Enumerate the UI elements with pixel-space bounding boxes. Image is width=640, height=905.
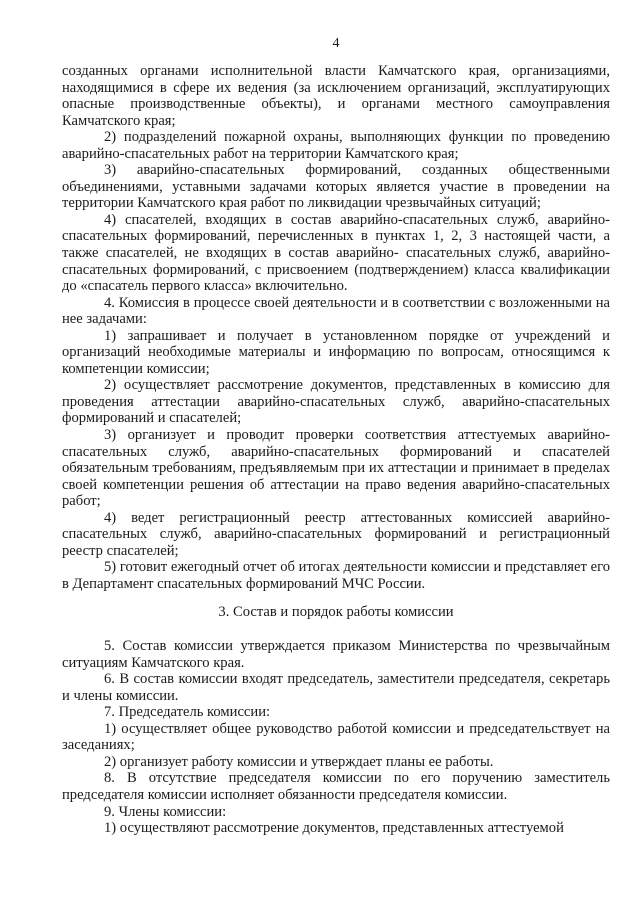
paragraph-clause-6-members: 6. В состав комиссии входят председатель, заместители председателя, секретарь и члены комиссии. bbox=[62, 671, 610, 704]
paragraph-duty-4-registry: 4) ведет регистрационный реестр аттестованных комиссией аварийно-спасательных служб, аварийно-спасательных формирований и регистрационный реестр спасателей; bbox=[62, 509, 610, 559]
paragraph-duty-3-inspections: 3) организует и проводит проверки соответствия аттестуемых аварийно-спасательных служб, аварийно-спасательных формирований и спасателей обязательным требованиям, предъявляемым при их аттестации и принимает в пределах своей компетенции решения об аттестации на право ведения аварийно-спасательных работ; bbox=[62, 427, 610, 510]
paragraph-item-2-fire-units: 2) подразделений пожарной охраны, выполняющих функции по проведению аварийно-спасательных работ на территории Камчатского края; bbox=[62, 129, 610, 162]
section-heading: 3. Состав и порядок работы комиссии bbox=[218, 603, 454, 620]
page-number: 4 bbox=[332, 36, 340, 51]
document-page bbox=[62, 36, 610, 837]
paragraph-clause-7-chairman: 7. Председатель комиссии: bbox=[104, 704, 271, 721]
paragraph-duty-2-review: 2) осуществляет рассмотрение документов, представленных в комиссию для проведения аттестации аварийно-спасательных служб, аварийно-спасательных формирований и спасателей; bbox=[62, 377, 610, 427]
paragraph-chairman-duty-1: 1) осуществляет общее руководство работой комиссии и председательствует на заседаниях; bbox=[62, 720, 610, 754]
paragraph-members-duty-1: 1) осуществляют рассмотрение документов, представленных аттестуемой bbox=[104, 820, 564, 837]
paragraph-clause-8-deputy: 8. В отсутствие председателя комиссии по его поручению заместитель председателя комиссии исполняет обязанности председателя комиссии. bbox=[62, 770, 610, 803]
paragraph-item-4-rescuers: 4) спасателей, входящих в состав аварийно-спасательных служб, аварийно-спасательных формирований, перечисленных в пунктах 1, 2, 3 настоящей части, а также спасателей, не входящих в состав аварийно- спасательных служб, аварийно-спасательных формирований, с присвоением (подтверждением) класса квалификации до «спасатель первого класса» включительно. bbox=[62, 211, 610, 295]
paragraph-clause-9-members: 9. Члены комиссии: bbox=[104, 803, 227, 820]
paragraph-duty-5-report: 5) готовит ежегодный отчет об итогах деятельности комиссии и представляет его в Департамент спасательных формирований МЧС России. bbox=[62, 559, 610, 592]
paragraph-clause-4-commission: 4. Комиссия в процессе своей деятельности и в соответствии с возложенными на нее задачами: bbox=[62, 294, 610, 328]
paragraph-clause-5-composition: 5. Состав комиссии утверждается приказом Министерства по чрезвычайным ситуациям Камчатского края. bbox=[62, 638, 610, 671]
paragraph-chairman-duty-2: 2) организует работу комиссии и утверждает планы ее работы. bbox=[104, 753, 494, 770]
paragraph-duty-1-requests: 1) запрашивает и получает в установленном порядке от учреждений и организаций необходимые материалы и информацию по вопросам, относящимся к компетенции комиссии; bbox=[62, 327, 610, 377]
paragraph-continuation: созданных органами исполнительной власти Камчатского края, организациями, находящимися в сфере их ведения (за исключением организаций, эксплуатирующих опасные производственные объекты), и органами местного самоуправления Камчатского края; bbox=[62, 63, 610, 129]
paragraph-item-3-public-formations: 3) аварийно-спасательных формирований, созданных общественными объединениями, уставными задачами которых является участие в проведении на территории Камчатского края работ по ликвидации чрезвычайных ситуаций; bbox=[62, 162, 610, 212]
